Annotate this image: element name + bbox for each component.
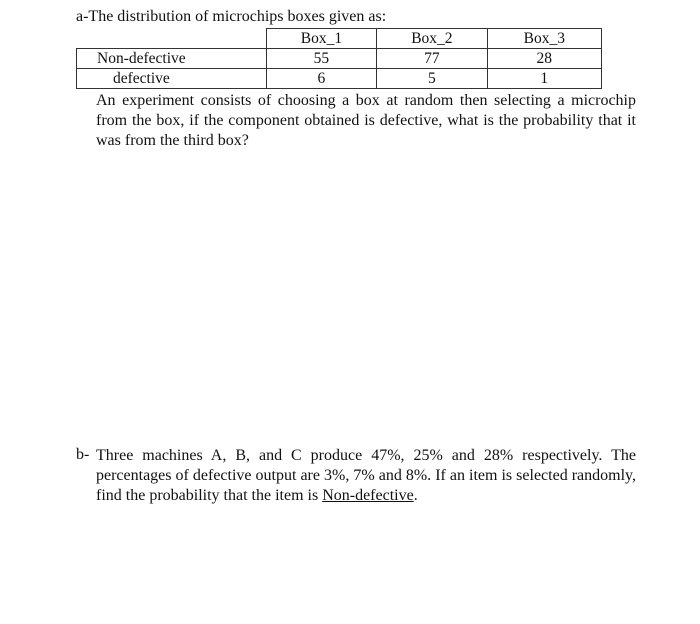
non-defective-underlined: Non-defective	[322, 487, 414, 504]
row-label-non-defective: Non-defective	[77, 49, 267, 69]
table-cell: 28	[487, 49, 601, 69]
column-header-box-3: Box_3	[487, 29, 601, 49]
part-b-question-end: .	[413, 487, 418, 504]
table-cell: 77	[377, 49, 487, 69]
table-corner-cell	[77, 29, 267, 49]
column-header-box-1: Box_1	[266, 29, 376, 49]
row-label-defective: defective	[77, 69, 267, 89]
table-row	[77, 69, 602, 89]
table-cell: 1	[487, 69, 601, 89]
table-row	[77, 49, 602, 69]
table-cell: 55	[266, 49, 376, 69]
part-b-question	[96, 446, 636, 506]
part-a-question: An experiment consists of choosing a box at random then selecting a microchip from the box, if the component obtained is defective, what is the probability that it was from the third box?	[96, 92, 636, 149]
table-cell: 5	[377, 69, 487, 89]
table-cell: 6	[266, 69, 376, 89]
column-header-box-2: Box_2	[377, 29, 487, 49]
part-b-marker: b-	[76, 446, 90, 463]
part-b-question-text: Three machines A, B, and C produce 47%, 25% and 28% respectively. The percentages of defective output are 3%, 7% and 8%. If an item is selected randomly, find the probability that the item is	[96, 447, 636, 504]
distribution-table	[76, 28, 602, 89]
part-a-heading: a-The distribution of microchips boxes given as:	[76, 8, 387, 25]
table-header-row	[77, 29, 602, 49]
